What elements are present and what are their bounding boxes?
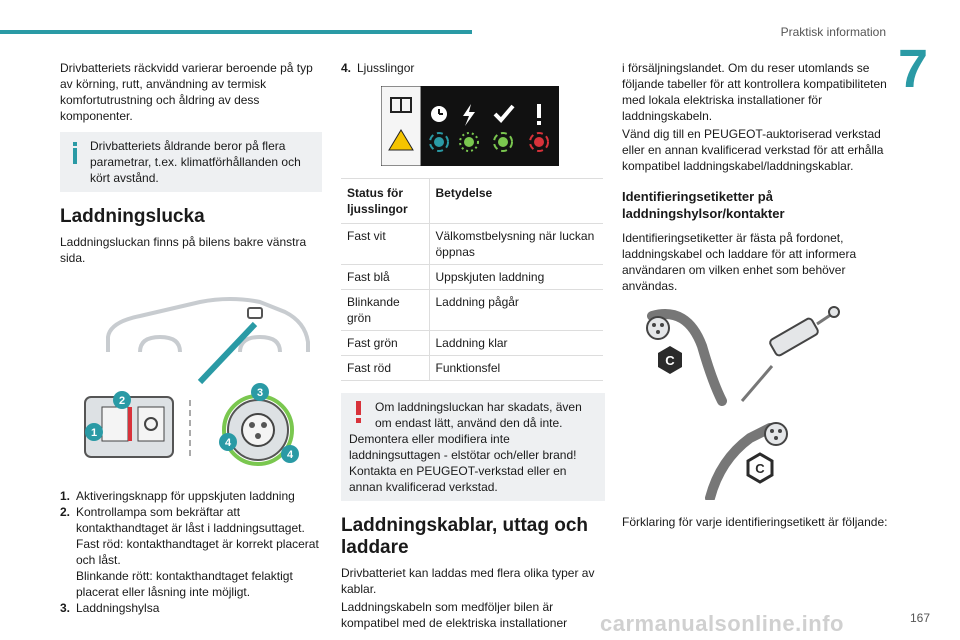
callout-3: 3: [256, 387, 264, 399]
charging-socket-label-figure: [700, 420, 820, 500]
table-row: Blinkande grön Laddning pågår: [341, 290, 603, 331]
cables-paragraph-1: Drivbatteriet kan laddas med flera olika typer av kablar.: [341, 566, 595, 596]
label-c-hexagon-icon: [658, 346, 682, 374]
chapter-number: 7: [898, 39, 929, 99]
svg-text:C: C: [755, 461, 765, 476]
warning-icon: [355, 401, 363, 423]
table-row: Fast grön Laddning klar: [341, 331, 603, 356]
warning-text-3: Kontakta en PEUGEOT-verkstad eller en annan kvalificerad verkstad.: [349, 464, 567, 494]
mains-plug-icon: [829, 307, 839, 317]
callout-4a: 4: [224, 437, 232, 449]
table-row: Fast röd Funktionsfel: [341, 356, 603, 381]
table-row: Fast vit Välkomstbelysning när luckan öppnas: [341, 224, 603, 265]
section-title: Praktisk information: [780, 25, 886, 39]
column-2: [341, 60, 605, 633]
heading-charging-hatch: Laddningslucka: [60, 206, 205, 227]
light-status-table: [341, 178, 603, 381]
charging-cable-figure: [632, 306, 842, 416]
light-strip-item: [341, 60, 605, 76]
svg-text:C: C: [665, 353, 675, 368]
legend-paragraph: Förklaring för varje identifieringsetikett är följande:: [622, 515, 888, 529]
list-item: 3. Laddningshylsa: [60, 601, 160, 615]
labels-paragraph: Identifieringsetiketter är fästa på fordonet, laddningskabel och laddare för att informera användaren om vilken enhet som behöver användas.: [622, 231, 857, 293]
compat-paragraph-1: i försäljningslandet. Om du reser utomlands se följande tabeller för att kontrollera kompatibiliteten med lokala elektriska installationer för laddningskabeln.: [622, 61, 887, 123]
list-item: 2. Kontrollampa som bekräftar att kontakthandtaget är låst i laddningsuttaget. Fast röd: kontakthandtaget är korrekt placerat och låst. Blinkande rött: kontakthandtaget felaktigt placerat eller låsning inte möjligt.: [60, 505, 319, 599]
hatch-paragraph: Laddningsluckan finns på bilens bakre vänstra sida.: [60, 235, 307, 265]
warning-text-1: Om laddningsluckan har skadats, även om endast lätt, använd den då inte.: [375, 400, 582, 430]
header-accent-bar: [0, 30, 472, 34]
watermark: carmanualsonline.info: [600, 611, 844, 636]
warning-note-box: [341, 393, 605, 501]
column-3: [622, 60, 890, 532]
intro-paragraph: Drivbatteriets räckvidd varierar beroende på typ av körning, rutt, användning av termisk komfortutrustning och åldring av dess komponenter.: [60, 61, 313, 123]
hatch-components-list: [60, 488, 322, 616]
callout-2: 2: [118, 395, 126, 407]
callout-4b: 4: [286, 449, 294, 461]
cables-paragraph-2: Laddningskabeln som medföljer bilen är kompatibel med de elektriska installationer: [341, 600, 568, 630]
column-1: [60, 60, 322, 616]
exclamation-icon: [537, 104, 541, 125]
list-item: 1. Aktiveringsknapp för uppskjuten laddning: [60, 489, 295, 503]
callout-1: 1: [90, 427, 98, 439]
heading-identification-labels: Identifieringsetiketter på laddningshylsor/kontakter: [622, 189, 785, 221]
table-header-status: Status för ljusslingor: [341, 179, 429, 224]
warning-text-2: Demontera eller modifiera inte laddningsuttagen - elstötar och/eller brand!: [349, 432, 577, 462]
info-note-text: Drivbatteriets åldrande beror på flera parametrar, t.ex. klimatförhållanden och kört avstånd.: [90, 139, 301, 185]
compat-paragraph-2: Vänd dig till en PEUGEOT-auktoriserad verkstad eller en annan kvalificerad verkstad för att erhålla kompatibel laddningskabel/laddningskablar.: [622, 127, 884, 173]
control-box-icon: [742, 307, 839, 401]
info-note-box: [60, 132, 322, 192]
page-number: 167: [909, 611, 930, 625]
clock-icon: [431, 106, 447, 122]
list-item: 4. Ljusslingor: [341, 61, 415, 75]
table-row: Fast blå Uppskjuten laddning: [341, 265, 603, 290]
table-header-row: [341, 179, 603, 224]
label-c-outline-hexagon-icon: [748, 454, 772, 482]
info-icon: [70, 142, 80, 164]
light-status-panel: [381, 86, 559, 166]
charging-hatch-figure: [80, 282, 320, 472]
table-header-meaning: Betydelse: [429, 179, 603, 224]
heading-cables: Laddningskablar, uttag och laddare: [341, 515, 589, 558]
car-outline-icon: [108, 299, 308, 382]
